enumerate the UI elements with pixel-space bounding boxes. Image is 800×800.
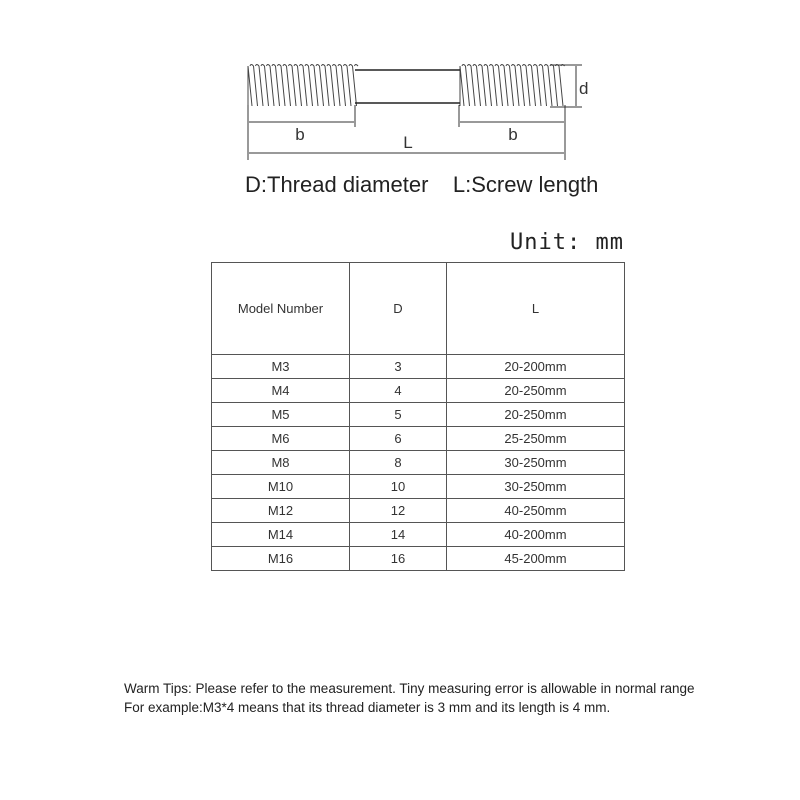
cell-model: M16 — [212, 547, 350, 571]
cell-l: 40-250mm — [447, 499, 625, 523]
thread-crest — [254, 65, 260, 107]
table-row — [212, 523, 625, 547]
dimension-label-diameter: d — [579, 79, 589, 98]
spec-table — [211, 262, 625, 571]
dimension-lines — [248, 65, 582, 160]
thread-crest — [298, 65, 304, 107]
cell-l: 45-200mm — [447, 547, 625, 571]
thread-crest — [270, 65, 276, 107]
cell-d: 3 — [350, 355, 447, 379]
diagram-legend — [245, 172, 598, 198]
thread-crest — [543, 65, 549, 107]
thread-crest — [331, 65, 337, 107]
cell-model: M4 — [212, 379, 350, 403]
thread-crest — [325, 65, 331, 107]
thread-crest — [477, 65, 483, 107]
thread-crest — [276, 65, 282, 107]
thread-crest — [493, 65, 499, 107]
thread-crest — [303, 65, 309, 107]
thread-crest — [292, 65, 298, 107]
cell-model: M12 — [212, 499, 350, 523]
thread-crest — [347, 65, 353, 107]
cell-model: M10 — [212, 475, 350, 499]
table-row — [212, 355, 625, 379]
cell-d: 12 — [350, 499, 447, 523]
cell-l: 20-250mm — [447, 379, 625, 403]
unit-label: Unit: mm — [510, 230, 624, 255]
thread-crest — [265, 65, 271, 107]
tip-line: Warm Tips: Please refer to the measurement. Tiny measuring error is allowable in normal range — [124, 681, 695, 696]
cell-l: 30-250mm — [447, 451, 625, 475]
tip-line: For example:M3*4 means that its thread diameter is 3 mm and its length is 4 mm. — [124, 700, 611, 715]
table-header-row — [212, 263, 625, 355]
table-row — [212, 499, 625, 523]
cell-l: 20-200mm — [447, 355, 625, 379]
thread-left — [248, 65, 358, 107]
cell-d: 6 — [350, 427, 447, 451]
thread-crest — [515, 65, 521, 107]
cell-l: 40-200mm — [447, 523, 625, 547]
stud-bolt-diagram — [230, 50, 600, 170]
header-model-number: Model Number — [212, 263, 350, 355]
cell-model: M5 — [212, 403, 350, 427]
thread-crest — [287, 65, 293, 107]
thread-right — [460, 65, 565, 107]
thread-crest — [482, 65, 488, 107]
thread-crest — [309, 65, 315, 107]
thread-crest — [488, 65, 494, 107]
legend-thread-diameter: D:Thread diameter — [245, 172, 429, 197]
thread-crest — [499, 65, 505, 107]
cell-model: M3 — [212, 355, 350, 379]
warm-tips — [124, 679, 695, 717]
thread-crest — [259, 65, 265, 107]
header-l: L — [447, 263, 625, 355]
cell-model: M14 — [212, 523, 350, 547]
thread-crest — [526, 65, 532, 107]
legend-screw-length: L:Screw length — [452, 172, 599, 197]
dimension-label-b-left: b — [295, 125, 305, 144]
thread-crest — [336, 65, 342, 107]
table-row — [212, 427, 625, 451]
header-d: D — [350, 263, 447, 355]
thread-crest — [466, 65, 472, 107]
thread-crest — [471, 65, 477, 107]
cell-d: 16 — [350, 547, 447, 571]
table-row — [212, 451, 625, 475]
shaft — [355, 70, 460, 103]
cell-l: 25-250mm — [447, 427, 625, 451]
thread-crest — [281, 65, 287, 107]
thread-crest — [559, 65, 565, 107]
cell-model: M8 — [212, 451, 350, 475]
dimension-label-b-right: b — [508, 125, 518, 144]
thread-crest — [554, 65, 560, 107]
cell-model: M6 — [212, 427, 350, 451]
thread-crest — [460, 65, 466, 107]
dimension-label-length: L — [403, 133, 413, 152]
table-row — [212, 379, 625, 403]
table-row — [212, 475, 625, 499]
thread-crest — [314, 65, 320, 107]
thread-crest — [532, 65, 538, 107]
thread-crest — [320, 65, 326, 107]
cell-d: 10 — [350, 475, 447, 499]
cell-d: 4 — [350, 379, 447, 403]
cell-d: 14 — [350, 523, 447, 547]
cell-d: 5 — [350, 403, 447, 427]
table-row — [212, 547, 625, 571]
thread-crest — [537, 65, 543, 107]
thread-crest — [342, 65, 348, 107]
cell-d: 8 — [350, 451, 447, 475]
thread-crest — [504, 65, 510, 107]
cell-l: 20-250mm — [447, 403, 625, 427]
thread-crest — [248, 65, 254, 107]
cell-l: 30-250mm — [447, 475, 625, 499]
table-row — [212, 403, 625, 427]
thread-crest — [548, 65, 554, 107]
thread-crest — [510, 65, 516, 107]
thread-crest — [521, 65, 527, 107]
